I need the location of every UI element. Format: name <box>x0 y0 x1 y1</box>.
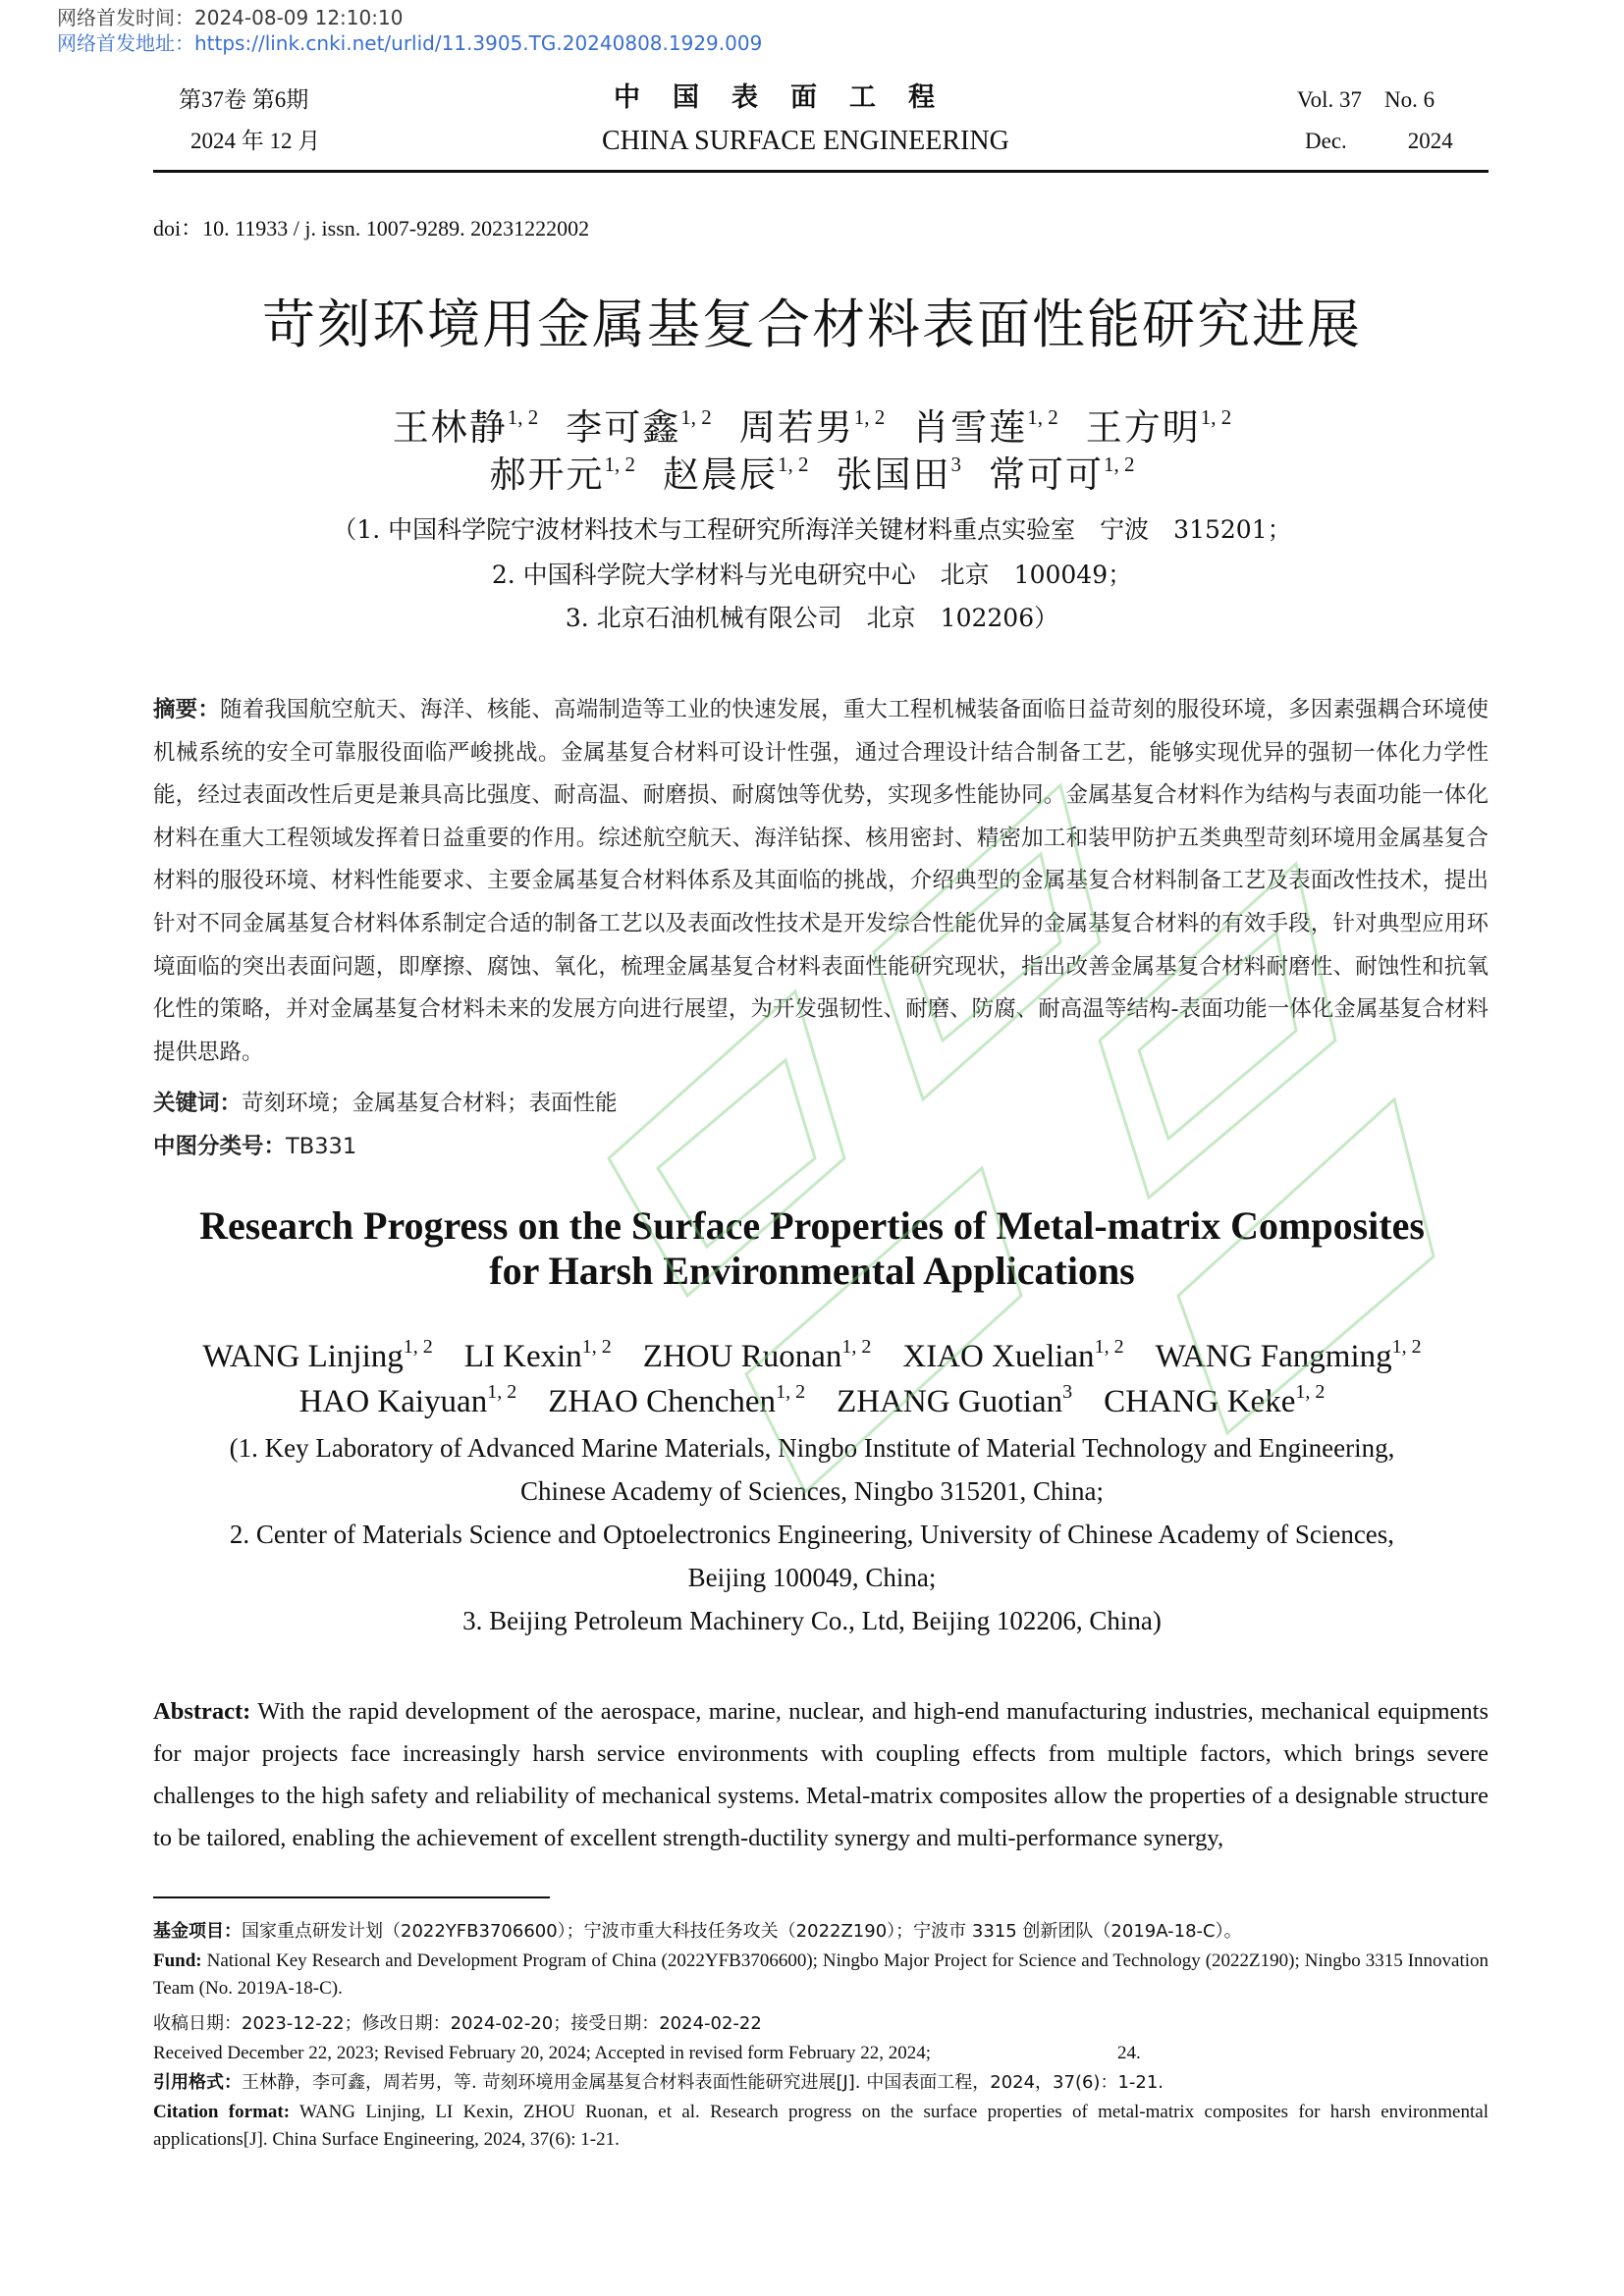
header-volume-en <box>1297 86 1435 114</box>
abstract-cn-label: 摘要： <box>153 697 221 722</box>
footnote-dates-en <box>153 2040 1489 2067</box>
en-author <box>1104 1381 1326 1419</box>
author-name: ZHOU Ruonan <box>642 1339 842 1374</box>
author-affiliation-marker: 1, 2 <box>776 1381 806 1403</box>
author-name: WANG Fangming <box>1155 1339 1392 1374</box>
author-name: ZHAO Chenchen <box>548 1384 777 1419</box>
author-name: CHANG Keke <box>1104 1384 1296 1419</box>
authors-en-line2 <box>0 1382 1624 1421</box>
author-affiliation-marker: 1, 2 <box>1295 1381 1326 1403</box>
cn-author <box>393 406 539 449</box>
footnote-fund-cn <box>153 1918 1489 1946</box>
fund-en-label: Fund: <box>153 1950 202 1971</box>
author-affiliation-marker: 3 <box>1062 1381 1073 1403</box>
author-name: 郝开元 <box>489 454 605 496</box>
author-name: 王林静 <box>392 406 508 449</box>
affiliation-en-1a: (1. Key Laboratory of Advanced Marine Materials, Ningbo Institute of Material Technology and Engineering, <box>229 1433 1395 1463</box>
author-name: 周若男 <box>738 406 854 449</box>
cn-author <box>837 454 962 496</box>
header-divider <box>153 170 1489 173</box>
abstract-cn <box>153 689 1489 1074</box>
fund-cn-text: 国家重点研发计划（2022YFB3706600）；宁波市重大科技任务攻关（2022Z190）；宁波市 3315 创新团队（2019A-18-C）。 <box>242 1921 1242 1942</box>
author-name: ZHANG Guotian <box>837 1384 1063 1419</box>
cite-en-label: Citation format: <box>153 2102 291 2122</box>
affiliation-en-2b: Beijing 100049, China; <box>687 1563 937 1592</box>
header-journal-en: CHINA SURFACE ENGINEERING <box>602 126 1009 156</box>
abstract-en-text: With the rapid development of the aerospace, marine, nuclear, and high-end manufacturing industries, mechanical equipments for major projects face increasingly harsh service environments with coupling effects from multiple factors, which brings severe challenges to the high safety and reliability of mechanical systems. Metal-matrix composites allow the properties of a designable structure to be tailored, enabling the achievement of excellent strength-ductility synergy and multi-performance synergy, <box>153 1698 1489 1851</box>
dates-en-tail: 24. <box>1116 2043 1141 2063</box>
dates-en-text: Received December 22, 2023; Revised February 20, 2024; Accepted in revised form February 22, 2024; <box>153 2043 931 2063</box>
en-author <box>642 1336 872 1374</box>
footnote-citation-en <box>153 2099 1489 2154</box>
cn-author <box>566 406 712 449</box>
header-month-en: Dec. <box>1305 129 1347 153</box>
author-affiliation-marker: 1, 2 <box>778 453 809 476</box>
affiliation-en-2a: 2. Center of Materials Science and Optoelectronics Engineering, University of Chinese Academy of Sciences, <box>229 1520 1395 1549</box>
affiliation-cn-2: 2. 中国科学院大学材料与光电研究中心 北京 100049； <box>491 561 1133 589</box>
clc-number <box>153 1129 356 1160</box>
author-name: 常可可 <box>989 454 1104 496</box>
clc-label: 中图分类号： <box>153 1134 287 1159</box>
author-name: HAO Kaiyuan <box>298 1384 488 1419</box>
cn-author <box>739 406 886 449</box>
online-url-link[interactable]: https://link.cnki.net/urlid/11.3905.TG.20240808.1929.009 <box>194 31 763 55</box>
abstract-en-label: Abstract: <box>153 1698 251 1725</box>
affiliation-cn-1: （1. 中国科学院宁波材料技术与工程研究所海洋关键材料重点实验室 宁波 315201； <box>332 515 1292 544</box>
author-affiliation-marker: 1, 2 <box>507 405 539 429</box>
article-title-en-line2: for Harsh Environmental Applications <box>489 1249 1135 1293</box>
keywords-cn-text: 苛刻环境；金属基复合材料；表面性能 <box>242 1091 618 1116</box>
author-name: 张国田 <box>836 454 951 496</box>
en-author <box>1155 1336 1422 1374</box>
cn-author <box>989 454 1135 496</box>
author-affiliation-marker: 1, 2 <box>403 1336 433 1358</box>
author-affiliation-marker: 1, 2 <box>1027 405 1058 429</box>
abstract-en <box>153 1690 1489 1859</box>
author-affiliation-marker: 1, 2 <box>1104 453 1135 476</box>
footnote-fund-en <box>153 1948 1489 2002</box>
author-affiliation-marker: 1, 2 <box>841 1336 872 1358</box>
cn-author <box>912 406 1058 449</box>
cite-cn-text: 王林静，李可鑫，周若男，等. 苛刻环境用金属基复合材料表面性能研究进展[J]. 中国表面工程，2024，37(6)：1-21. <box>242 2072 1164 2093</box>
author-affiliation-marker: 1, 2 <box>1094 1336 1124 1358</box>
author-name: WANG Linjing <box>202 1339 404 1374</box>
cn-author <box>490 454 636 496</box>
author-affiliation-marker: 1, 2 <box>604 453 635 476</box>
keywords-cn-label: 关键词： <box>153 1091 243 1116</box>
header-volume-en-text: Vol. 37 No. 6 <box>1297 87 1435 112</box>
en-author <box>548 1381 806 1419</box>
online-first-url[interactable] <box>57 31 762 55</box>
author-name: LI Kexin <box>463 1339 582 1374</box>
author-affiliation-marker: 1, 2 <box>1200 405 1232 429</box>
header-journal-cn: 中国表面工程 <box>614 82 967 113</box>
author-affiliation-marker: 1, 2 <box>853 405 886 429</box>
authors-en-line1 <box>0 1337 1624 1376</box>
clc-text: TB331 <box>286 1134 357 1159</box>
fund-cn-label: 基金项目： <box>153 1921 242 1942</box>
author-name: 肖雪莲 <box>912 406 1028 449</box>
en-author <box>298 1381 517 1419</box>
doi: doi：10. 11933 / j. issn. 1007-9289. 20231222002 <box>153 216 590 240</box>
cite-en-text: WANG Linjing, LI Kexin, ZHOU Ruonan, et al. Research progress on the surface properties of metal-matrix composites for harsh environmental applications[J]. China Surface Engineering, 2024, 37(6): 1-21. <box>153 2102 1489 2150</box>
author-affiliation-marker: 1, 2 <box>581 1336 612 1358</box>
cn-author <box>1086 406 1232 449</box>
authors-cn-line1 <box>0 404 1624 452</box>
author-affiliation-marker: 1, 2 <box>680 405 712 429</box>
footnote-citation-cn <box>153 2069 1489 2097</box>
affiliation-cn-3: 3. 北京石油机械有限公司 北京 102206） <box>565 604 1059 632</box>
online-time-value: 2024-08-09 12:10:10 <box>194 6 404 29</box>
affiliation-en-1b: Chinese Academy of Sciences, Ningbo 315201, China; <box>520 1476 1104 1506</box>
affiliation-en-3: 3. Beijing Petroleum Machinery Co., Ltd, Beijing 102206, China) <box>462 1606 1162 1635</box>
online-time-label: 网络首发时间： <box>57 6 194 29</box>
author-name: 赵晨辰 <box>663 454 778 496</box>
abstract-cn-text: 随着我国航空航天、海洋、核能、高端制造等工业的快速发展，重大工程机械装备面临日益苛刻的服役环境，多因素强耦合环境使机械系统的安全可靠服役面临严峻挑战。金属基复合材料可设计性强，通过合理设计结合制备工艺，能够实现优异的强韧一体化力学性能，经过表面改性后更是兼具高比强度、耐高温、耐磨损、耐腐蚀等优势，实现多性能协同。金属基复合材料作为结构与表面功能一体化材料在重大工程领域发挥着日益重要的作用。综述航空航天、海洋钻探、核用密封、精密加工和装甲防护五类典型苛刻环境用金属基复合材料的服役环境、材料性能要求、主要金属基复合材料体系及其面临的挑战，介绍典型的金属基复合材料制备工艺及表面改性技术，提出针对不同金属基复合材料体系制定合适的制备工艺以及表面改性技术是开发综合性能优异的金属基复合材料的有效手段，针对典型应用环境面临的突出表面问题，即摩擦、腐蚀、氧化，梳理金属基复合材料表面性能研究现状，指出改善金属基复合材料耐磨性、耐蚀性和抗氧化性的策略，并对金属基复合材料未来的发展方向进行展望，为开发强韧性、耐磨、防腐、耐高温等结构-表面功能一体化金属基复合材料提供思路。 <box>153 697 1489 1065</box>
en-author <box>837 1381 1073 1419</box>
en-author <box>902 1336 1124 1374</box>
author-name: XIAO Xuelian <box>902 1339 1095 1374</box>
footnote-divider <box>153 1896 550 1898</box>
fund-en-text: National Key Research and Development Program of China (2022YFB3706600); Ningbo Major Project for Science and Technology (2022Z190); Ningbo 3315 Innovation Team (No. 2019A-18-C). <box>153 1950 1489 1999</box>
en-author <box>463 1336 612 1374</box>
author-affiliation-marker: 1, 2 <box>487 1381 517 1403</box>
author-name: 王方明 <box>1085 406 1201 449</box>
header-volume-cn: 第37卷 第6期 <box>179 87 309 112</box>
article-title-cn: 苛刻环境用金属基复合材料表面性能研究进展 <box>262 294 1362 355</box>
author-affiliation-marker: 1, 2 <box>1391 1336 1422 1358</box>
cn-author <box>663 454 809 496</box>
keywords-cn <box>153 1086 618 1117</box>
header-year-en: 2024 <box>1407 129 1453 153</box>
cite-cn-label: 引用格式： <box>153 2072 242 2093</box>
online-url-label: 网络首发地址： <box>57 31 194 55</box>
authors-cn-line2 <box>0 452 1624 499</box>
author-name: 李可鑫 <box>566 406 681 449</box>
footnote-dates-cn: 收稿日期：2023-12-22；修改日期：2024-02-20；接受日期：2024-02-22 <box>153 2013 762 2034</box>
en-author <box>202 1336 433 1374</box>
header-date-cn: 2024 年 12 月 <box>190 129 321 153</box>
author-affiliation-marker: 3 <box>950 453 961 476</box>
header-date-en <box>1305 128 1453 155</box>
article-title-en-line1: Research Progress on the Surface Properties of Metal-matrix Composites <box>199 1203 1425 1248</box>
online-first-time <box>57 6 403 29</box>
